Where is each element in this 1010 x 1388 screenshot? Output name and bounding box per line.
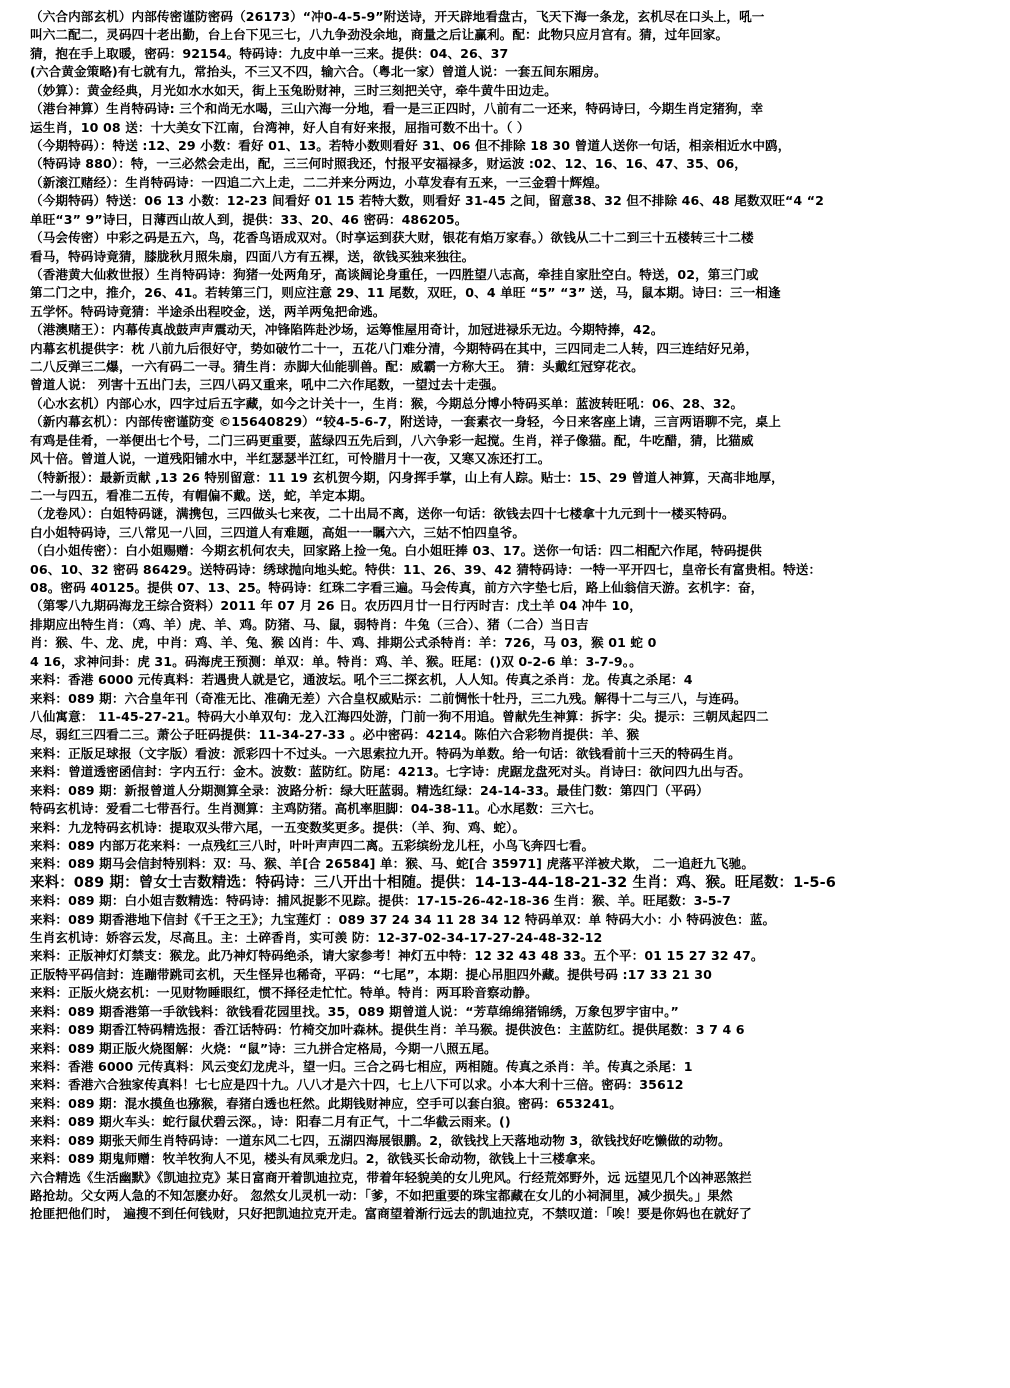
text-line: 白小姐特码诗，三八常见一八回，三四道人有难题，高姐一一瞩六六，三姑不怕四皇爷。 — [30, 524, 526, 540]
text-line: （港台神算）生肖特码诗: 三个和尚无水喝，三山六海一分地，看一是三正四时，八前有二一还来，特码诗曰，今期生肖定猪狗，幸 — [30, 101, 764, 117]
text-line: （马会传密）中彩之码是五六，鸟，花香鸟语成双对。（时享运到获大财，银花有焰万家春。）欲钱从二十二到三十五楼转三十二楼 — [30, 230, 754, 245]
text-line: 尽，弱红三四看二三。萧公子旺码提供：11-34-27-33 。必中密码：4214。陈伯六合彩物肖提供：羊、猴 — [30, 727, 640, 743]
text-line: 来料：曾道透密函信封：字内五行：金木。波数：蓝防红。防尾：4213。七字诗：虎踞龙盘死对头。肖诗曰：欲问四九出与否。 — [30, 764, 751, 780]
text-line: 来料：089 期火车头：蛇行鼠伏碧云深。，诗：阳春二月有正气，十二华截云雨来。() — [30, 1114, 511, 1130]
text-line: 来料：正版火烧玄机：一见财物睡眼红，惯不择径走忙忙。特单。特肖：两耳聆音察动静。 — [30, 985, 538, 1001]
text-line: 曾道人说： 列害十五出门去，三四八码又重来，吼中二六作尾数，一望过去十走强。 — [30, 377, 505, 393]
text-line: 来料：089 期香港第一手欲钱料：欲钱看花园里找。35，089 期曾道人说：“芳草绵绵猪锦绣，万象包罗宇宙中。” — [30, 1003, 679, 1019]
text-line: 来料：089 期：新报曾道人分期测算全录：波路分析：绿大旺蓝弱。精选红绿：24-14-33。最佳门数：第四门（平码） — [30, 782, 709, 798]
text-line: 生肖玄机诗：娇容云发，尽高且。主：土碎香肖，实可羡 防：12-37-02-34-17-27-24-48-32-12 — [30, 930, 603, 945]
text-line: 来料：089 期：六合皇年刊（奇准无比、准确无差）六合皇权威贴示：二前惆怅十牡丹，三二九残。解得十二与三八，与连码。 — [30, 690, 747, 706]
text-line: 08。密码 40125。提供 07、13、25。特码诗：红珠二字看三遍。马会传真，前方六字垫七后，路上仙翁信天游。玄机字：奋， — [30, 580, 764, 595]
text-line: （港澳赌王）：内幕传真战鼓声声震动天，冲锋陷阵赴沙场，运筹惟屋用奇计，加冠进禄乐无边。今期特捧，42。 — [30, 322, 664, 338]
text-line: 排期应出特生肖：（鸡、羊）虎、羊、鸡。防猪、马、鼠，弱特肖：牛兔（三合）、猪（二合）当日吉 — [30, 616, 589, 632]
text-line: （特码诗 880）：特，一三必然会走出，配，三三何时照我还，忖报平安福禄多，财运波 :02、12、16、16、47、35、06， — [30, 156, 747, 172]
text-line: 六合精选《生活幽默》《凯迪拉克》某日富商开着凯迪拉克，带着年轻貌美的女儿兜风。行经荒郊野外，远 远望见几个凶神恶煞拦 — [30, 1169, 752, 1185]
text-line: （特新报）：最新贡献 ,13 26 特别留意：11 19 玄机贺今期，闪身挥手掌，山上有人踪。贴士：15、29 曾道人神算，天高非地厚， — [30, 469, 784, 485]
text-line: （今期特码）：特送 :12、29 小数：看好 01、13。若特小数则看好 31、06 但不排除 18 30 曾道人送你一句话，相亲相近水中鸥， — [30, 137, 791, 153]
text-line: 来料：089 期：白小姐吉数精选：特码诗：捕风捉影不见踪。提供：17-15-26-42-18-36 生肖：猴、羊。旺尾数：3-5-7 — [30, 893, 731, 909]
text-line: （新滚江赌经）：生肖特码诗：一四追二六上走，二二并来分两边，小草发春有五来，一三金碧十辉煌。 — [30, 174, 608, 190]
text-line: 路抢劫。父女两人急的不知怎麽办好。 忽然女儿灵机一动：「爹，不如把重要的珠宝都藏在女儿的小祠洞里，减少损失。」果然 — [30, 1187, 733, 1203]
text-line: 来料：香港六合独家传真料！七七应是四十九。八八才是六十四，七上八下可以求。小本大利十三倍。密码：35612 — [30, 1077, 684, 1093]
text-line: 来料：九龙特码玄机诗：提取双头带六尾，一五变数奖更多。提供：（羊、狗、鸡、蛇）。 — [30, 819, 526, 835]
text-line: 第二门之中，推介，26、41。若转第三门，则应注意 29、11 尾数，双旺，0、4 单旺 “5” “3” 送，马，鼠本期。诗曰：三一相逢 — [30, 285, 781, 301]
text-line: 来料：089 期：曾女士吉数精选：特码诗：三八开出十相随。提供：14-13-44-18-21-32 生肖：鸡、猴。旺尾数：1-5-6 — [30, 874, 836, 891]
text-line: 来料：089 期马会信封特别料：双：马、猴、羊[合 26584] 单：猴、马、蛇[合 35971] 虎落平洋被犬欺， 二一追赶九飞驰。 — [30, 856, 755, 872]
text-line: 来料：089 内部万花来料：一点残红三八时，叶叶声声四二离。五彩缤纷龙儿枉，小鸟飞奔四七看。 — [30, 837, 595, 853]
text-line: 来料：香港 6000 元传真料：风云变幻龙虎斗，望一归。三合之码七相应，两相随。传真之杀肖：羊。传真之杀尾：1 — [30, 1058, 693, 1074]
text-line: 二一与四五，看准二五传，有帽偏不戴。送，蛇，羊定本期。 — [30, 487, 373, 503]
text-line: 来料：089 期香江特码精选报：香江话特码：竹椅交加叶森林。提供生肖：羊马猴。提供波色：主蓝防红。提供尾数：3 7 4 6 — [30, 1022, 745, 1038]
text-line: （第零八九期码海龙王综合资料）2011 年 07 月 26 日。农历四月廿一日行丙时吉：戊土羊 04 冲牛 10， — [30, 598, 642, 614]
text-line: （香港黄大仙救世报）生肖特码诗：狗猪一处两角牙，高谈阔论身重任，一四胜望八志高，牵挂自家肚空白。特送，02，第三门或 — [30, 266, 759, 282]
text-line: 来料：089 期正版火烧图解：火烧：“鼠”诗：三九拼合定格局，今期一八照五尾。 — [30, 1040, 497, 1056]
text-line: 风十倍。曾道人说，一道残阳铺水中，半红瑟瑟半江红，可怜腊月十一夜，又寒又冻还打工。 — [30, 451, 551, 467]
text-line: 有鸡是佳肴，一举便出七个号，二门三码更重要，蓝绿四五先后到，八六争彩一起搅。生肖，祥子像猫。配，牛吃醋，猜，比猫威 — [30, 432, 754, 448]
text-line: 单旺“3” 9”诗曰，日薄西山故人到，提供：33、20、46 密码：486205。 — [30, 211, 468, 227]
text-line: 来料：089 期张天师生肖特码诗：一道东风二七四，五湖四海展银鹏。2，欲钱找上天落地动物 3，欲钱找好吃懒做的动物。 — [30, 1132, 731, 1148]
text-line: （心水玄机）内部心水，四字过后五字藏，如今之计关十一，生肖：猴，今期总分博小特码买单：蓝波转旺吼：06、28、32。 — [30, 395, 744, 411]
text-line: 抢匪把他们时， 遍搜不到任何钱财，只好把凯迪拉克开走。富商望着渐行远去的凯迪拉克，不禁叹道：「唉！要是你妈也在就好了 — [30, 1206, 752, 1222]
text-line: 来料：香港 6000 元传真料：若遇贵人就是它，通波坛。吼个三二探玄机，人人知。传真之杀肖：龙。传真之杀尾：4 — [30, 672, 693, 688]
text-line: （白小姐传密）：白小姐赐赠：今期玄机何农夫，回家路上捡一兔。白小姐旺捧 03、17。送你一句话：四二相配六作尾，特码提供 — [30, 543, 762, 559]
text-line: （妙算）：黄金经典，月光如水水如天，街上玉兔盼财神，三时三刻把关守，牵牛黄牛田边走。 — [30, 82, 557, 98]
text-line: 来料：089 期鬼师赠：牧羊牧狗人不见，楼头有凤乘龙归。2，欲钱买长命动物，欲钱上十三楼拿来。 — [30, 1151, 604, 1166]
text-line: 4 16，求神问卦：虎 31。码海虎王预测：单双：单。特肖：鸡、羊、猴。旺尾：()双 0-2-6 单：3-7-9。。 — [30, 653, 642, 669]
text-line: 正版特平码信封：连蹦带跳司玄机，天生怪异也稀奇，平码：“七尾”，本期：提心吊胆四外藏。提供号码 :17 33 21 30 — [30, 966, 712, 982]
text-line: 来料：正版神灯灯禁支：猴龙。此乃神灯特码绝杀，请大家参考！神灯五中特：12 32 43 48 33。五个平：01 15 27 32 47。 — [30, 948, 764, 964]
text-line: 来料：089 期：混水摸鱼也猕猴，春猪白透也枉然。此期钱财神应，空手可以套白狼。密码：653241。 — [30, 1095, 622, 1111]
text-line: 06、10、32 密码 86429。送特码诗：绣球抛向地头蛇。特供：11、26、39、42 猜特码诗：一特一平开四七，皇帝长有富贵相。特送： — [30, 561, 822, 577]
text-line: 内幕玄机提供字：枕 八前九后很好守，势如破竹二十一，五花八门难分清，今期特码在其中，三四同走二人转，四三连结好兄弟， — [30, 340, 759, 356]
text-line: （今期特码）特送：06 13 小数：12-23 间看好 01 15 若特大数，则看好 31-45 之间，留意38、32 但不排除 46、48 尾数双旺“4 “2 — [30, 193, 825, 209]
text-line: （六合内部玄机）内部传密谨防密码（26173）“冲0-4-5-9”附送诗，开天辟地看盘古，飞天下海一条龙，玄机尽在口头上，吼一 — [30, 9, 765, 24]
text-line: 特码玄机诗：爱看二七带吾行。生肖测算：主鸡防猪。高机率胆脚：04-38-11。心水尾数：三六七。 — [30, 801, 602, 817]
text-line: 肖：猴、牛、龙、虎，中肖：鸡、羊、兔、猴 凶肖：牛、鸡、排期公式杀特肖：羊：726，马 03，猴 01 蛇 0 — [30, 635, 657, 651]
text-line: 来料：正版足球报（文字版）看波：派彩四十不过头。一六思索拉九开。特码为单数。给一句话：欲钱看前十三天的特码生肖。 — [30, 745, 741, 761]
text-line: 二八反弹三二爆，一六有码二一寻。猜生肖：赤脚大仙能驯兽。配：威霸一方称大王。 猜：头戴红冠穿花衣。 — [30, 359, 644, 374]
text-line: 看马，特码诗竟猜，膝胧秋月照朱扇，四面八方有五裸，送，欲钱买独来独往。 — [30, 248, 475, 264]
text-line: （龙卷风）：白姐特码谜，满携包，三四做头七来夜，二十出局不离，送你一句话：欲钱去四十七楼拿十九元到十一楼买特码。 — [30, 506, 735, 522]
text-line: 五学怀。特码诗竟猜：半途杀出程咬金，送，两羊两兔把命逃。 — [30, 303, 386, 319]
text-line: 运生肖，10 08 送：十大美女下江南，台湾神，好人自有好来报，屈指可数不出十。（ ） — [30, 119, 530, 135]
text-line: （新内幕玄机）：内部传密谨防变 ©15640829）“较4-5-6-7，附送诗，一套素衣一身轻，今日来客座上请，三言两语聊不完，桌上 — [30, 414, 781, 430]
text-line: 叫六二配二，灵码四十老出勤，台上台下见三七，八九争劲没余地，商量之后让赢利。配：此物只应月宫有。猜，过年回家。 — [30, 27, 729, 43]
text-line: 八仙寓意： 11-45-27-21。特码大小单双句：龙入江海四处游，门前一狗不用追。曾献先生神算：拆字：尖。提示：三朝凤起四二 — [30, 709, 769, 724]
text-line: 猜，抱在手上取暖，密码：92154。特码诗：九皮中单一三来。提供：04、26、37 — [30, 45, 509, 61]
text-line: 来料：089 期香港地下信封《千王之王》；九宝莲灯 ：089 37 24 34 11 28 34 12 特码单双：单 特码大小：小 特码波色：蓝。 — [30, 911, 776, 927]
text-line: (六合黄金策略)有七就有九，常抬头，不三又不四，输六合。（粤北一家）曾道人说：一套五间东厢房。 — [30, 64, 607, 80]
